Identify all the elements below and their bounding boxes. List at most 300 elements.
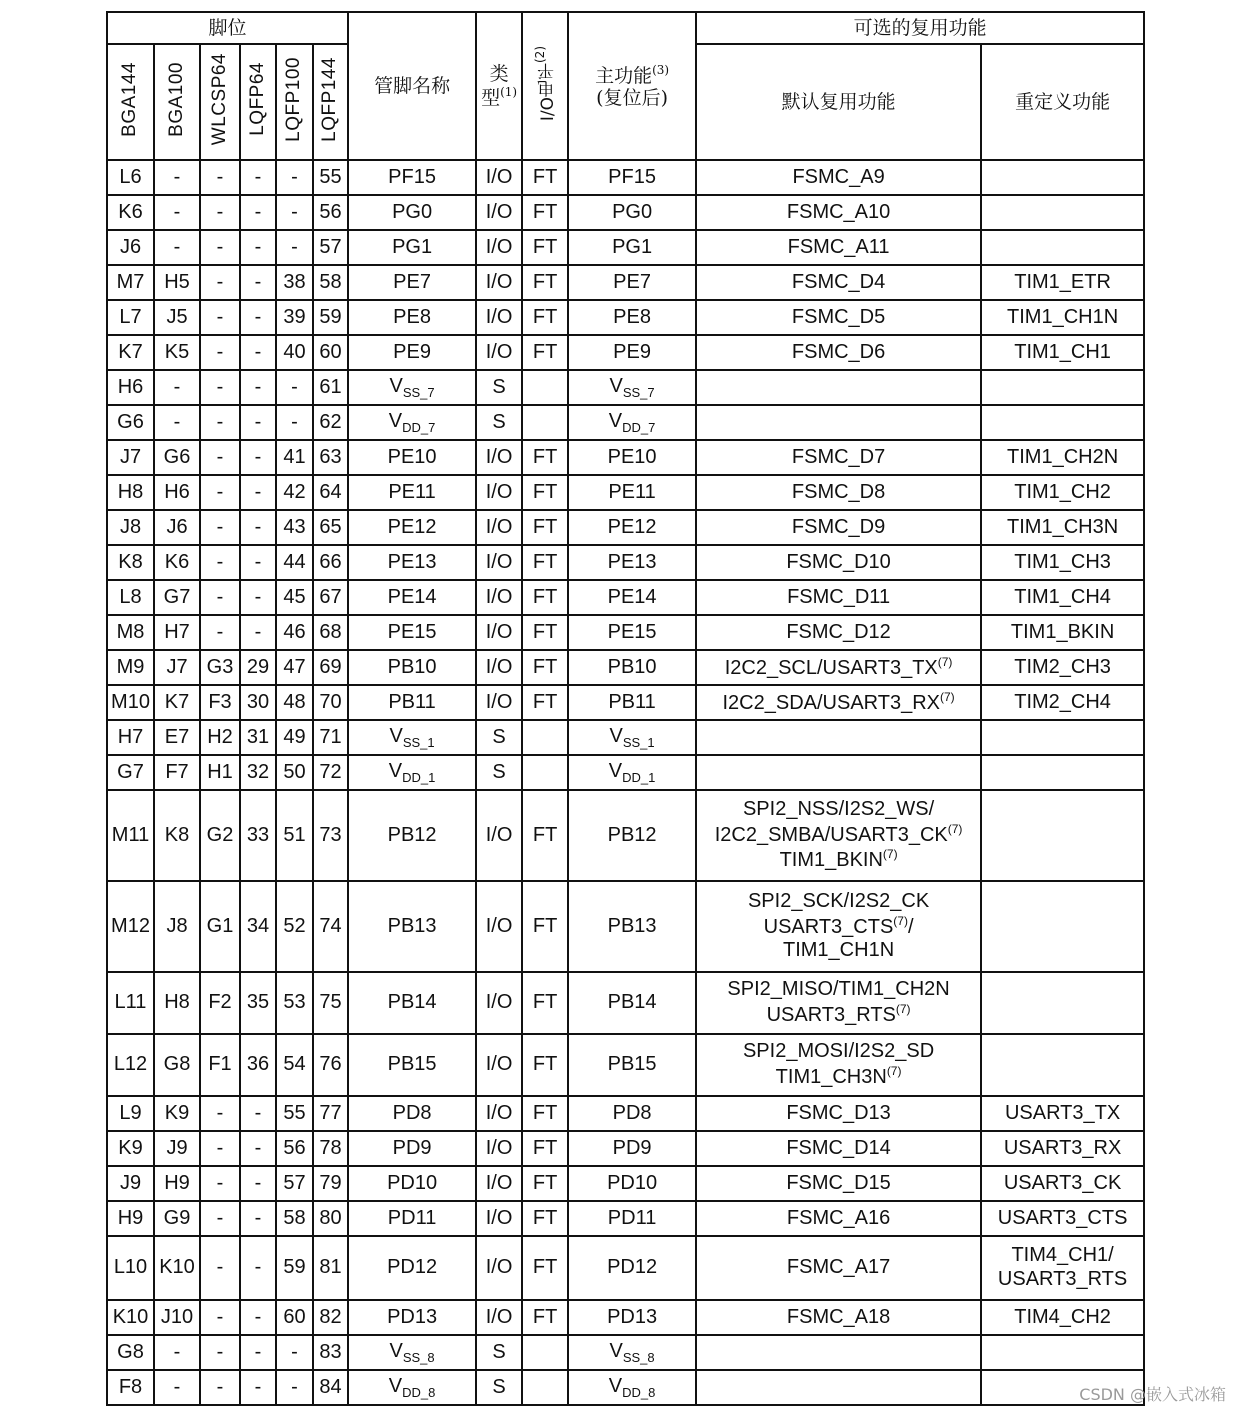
default-alt-header: 默认复用功能	[696, 44, 981, 160]
pin-name-cell	[348, 720, 476, 755]
pkg-cell-lqfp100: -	[276, 1335, 313, 1370]
pin-name-cell: PE9	[348, 335, 476, 370]
default-alt-cell	[696, 881, 981, 972]
pkg-header-bga100	[154, 44, 200, 160]
main-func-cell: PB10	[568, 650, 696, 685]
pkg-header-label: BGA144	[119, 61, 141, 137]
io-level-cell: FT	[522, 1166, 568, 1201]
default-alt-line: USART3_RTS	[766, 1004, 896, 1026]
pkg-cell-lqfp144: 66	[313, 545, 348, 580]
pkg-cell-lqfp100: 41	[276, 440, 313, 475]
pin-name-cell-subscript: DD_1	[402, 769, 436, 785]
pkg-cell-lqfp100: 40	[276, 335, 313, 370]
pkg-cell-wlcsp64: G1	[200, 881, 240, 972]
main-func-cell: PE8	[568, 300, 696, 335]
header-row-groups	[107, 12, 1144, 44]
default-alt-cell: FSMC_D9	[696, 510, 981, 545]
main-func-cell: PF15	[568, 160, 696, 195]
default-alt-cell: FSMC_A11	[696, 230, 981, 265]
pkg-cell-lqfp64: -	[240, 580, 276, 615]
type-cell: I/O	[476, 335, 522, 370]
io-level-cell	[522, 370, 568, 405]
type-cell: I/O	[476, 881, 522, 972]
main-func-header-note: (3)	[652, 62, 670, 77]
type-cell: I/O	[476, 1131, 522, 1166]
pkg-header-label: WLCSP64	[208, 53, 230, 146]
default-alt-line: SPI2_MISO/TIM1_CH2N	[727, 978, 950, 1001]
table-row	[107, 440, 1144, 475]
pkg-cell-lqfp64: -	[240, 1131, 276, 1166]
pkg-cell-wlcsp64: -	[200, 1131, 240, 1166]
default-alt-cell	[696, 720, 981, 755]
default-alt-cell: FSMC_A18	[696, 1300, 981, 1335]
type-header	[476, 12, 522, 160]
pin-name-cell: PD11	[348, 1201, 476, 1236]
pkg-cell-lqfp64: -	[240, 1335, 276, 1370]
type-cell: I/O	[476, 1300, 522, 1335]
pin-name-cell	[348, 370, 476, 405]
remap-cell: USART3_TX	[981, 1096, 1144, 1131]
remap-cell	[981, 972, 1144, 1034]
pkg-cell-bga100: -	[154, 1370, 200, 1405]
pkg-cell-lqfp100: 51	[276, 790, 313, 881]
default-alt-cell	[696, 685, 981, 720]
pkg-cell-lqfp144: 75	[313, 972, 348, 1034]
footnote-ref: (7)	[882, 847, 898, 862]
pkg-cell-lqfp64: 35	[240, 972, 276, 1034]
pin-name-cell-subscript: SS_8	[402, 1349, 435, 1365]
io-level-cell: FT	[522, 972, 568, 1034]
pkg-cell-lqfp144: 63	[313, 440, 348, 475]
pkg-cell-lqfp64: -	[240, 1201, 276, 1236]
pkg-cell-lqfp144: 79	[313, 1166, 348, 1201]
pkg-cell-lqfp144: 83	[313, 1335, 348, 1370]
pkg-cell-bga100: K5	[154, 335, 200, 370]
pin-name-cell: PD12	[348, 1236, 476, 1300]
io-level-header-label: I/O电平	[537, 62, 558, 121]
io-level-cell: FT	[522, 650, 568, 685]
main-func-cell: PB14	[568, 972, 696, 1034]
io-level-cell: FT	[522, 160, 568, 195]
main-func-cell-base: V	[609, 374, 623, 397]
io-level-header-text	[533, 46, 558, 121]
table-row	[107, 265, 1144, 300]
default-alt-cell: FSMC_D12	[696, 615, 981, 650]
pkg-cell-lqfp100: 42	[276, 475, 313, 510]
main-func-cell: PD10	[568, 1166, 696, 1201]
pkg-cell-bga100: H7	[154, 615, 200, 650]
pkg-cell-bga100: G7	[154, 580, 200, 615]
pkg-cell-bga144: L10	[107, 1236, 154, 1300]
pkg-header-lqfp64	[240, 44, 276, 160]
pkg-cell-lqfp100: 49	[276, 720, 313, 755]
pkg-cell-lqfp100: 57	[276, 1166, 313, 1201]
pkg-cell-bga100: E7	[154, 720, 200, 755]
pkg-cell-wlcsp64: -	[200, 195, 240, 230]
remap-cell	[981, 405, 1144, 440]
pkg-cell-lqfp100: 38	[276, 265, 313, 300]
pkg-cell-bga144: G6	[107, 405, 154, 440]
io-level-cell	[522, 1370, 568, 1405]
main-func-cell: PD8	[568, 1096, 696, 1131]
type-cell: I/O	[476, 580, 522, 615]
default-alt-line: SPI2_NSS/I2S2_WS/	[742, 798, 935, 821]
pkg-cell-bga144: M10	[107, 685, 154, 720]
pkg-cell-lqfp64: 36	[240, 1034, 276, 1096]
remap-cell: TIM1_CH2	[981, 475, 1144, 510]
pkg-cell-lqfp64: -	[240, 475, 276, 510]
pkg-cell-lqfp100: 53	[276, 972, 313, 1034]
pin-name-cell: PD9	[348, 1131, 476, 1166]
pkg-cell-bga100: J5	[154, 300, 200, 335]
main-func-cell: PD13	[568, 1300, 696, 1335]
default-alt-cell	[696, 790, 981, 881]
pkg-cell-lqfp144: 61	[313, 370, 348, 405]
pkg-cell-lqfp64: -	[240, 230, 276, 265]
io-level-header-note: (2)	[532, 45, 547, 63]
pkg-cell-wlcsp64: -	[200, 300, 240, 335]
pkg-cell-lqfp144: 56	[313, 195, 348, 230]
pin-name-cell-subscript: SS_7	[402, 384, 435, 400]
pkg-cell-bga144: H8	[107, 475, 154, 510]
pkg-cell-wlcsp64: -	[200, 1096, 240, 1131]
pkg-cell-bga144: L7	[107, 300, 154, 335]
pin-name-cell-subscript: DD_7	[402, 419, 436, 435]
pkg-cell-wlcsp64: -	[200, 1201, 240, 1236]
pkg-cell-bga144: G7	[107, 755, 154, 790]
pkg-cell-lqfp100: -	[276, 370, 313, 405]
remap-cell: TIM1_CH1	[981, 335, 1144, 370]
pkg-cell-bga100: -	[154, 405, 200, 440]
table-row	[107, 1201, 1144, 1236]
default-alt-line: TIM1_BKIN	[779, 849, 883, 872]
table-row	[107, 1034, 1144, 1096]
pkg-cell-wlcsp64: F1	[200, 1034, 240, 1096]
pin-name-cell-base: V	[388, 409, 403, 432]
pkg-cell-wlcsp64: H1	[200, 755, 240, 790]
main-func-cell: PB12	[568, 790, 696, 881]
pkg-cell-lqfp144: 70	[313, 685, 348, 720]
io-level-cell: FT	[522, 1034, 568, 1096]
type-cell: I/O	[476, 650, 522, 685]
remap-cell: TIM4_CH2	[981, 1300, 1144, 1335]
pin-name-cell: PE10	[348, 440, 476, 475]
pkg-cell-lqfp144: 59	[313, 300, 348, 335]
main-func-cell: PE7	[568, 265, 696, 300]
pkg-cell-bga100: -	[154, 370, 200, 405]
table-row	[107, 510, 1144, 545]
table-row	[107, 370, 1144, 405]
pin-name-header: 管脚名称	[348, 12, 476, 160]
pkg-cell-lqfp144: 78	[313, 1131, 348, 1166]
table-row	[107, 335, 1144, 370]
pkg-cell-lqfp144: 55	[313, 160, 348, 195]
pkg-cell-lqfp100: -	[276, 230, 313, 265]
pkg-cell-lqfp64: 32	[240, 755, 276, 790]
pkg-cell-bga144: G8	[107, 1335, 154, 1370]
remap-cell	[981, 1034, 1144, 1096]
io-level-cell: FT	[522, 580, 568, 615]
main-func-cell: PE11	[568, 475, 696, 510]
pkg-cell-bga100: -	[154, 1335, 200, 1370]
table-row	[107, 720, 1144, 755]
type-cell: I/O	[476, 790, 522, 881]
io-level-cell: FT	[522, 1236, 568, 1300]
table-row	[107, 755, 1144, 790]
io-level-cell	[522, 720, 568, 755]
type-header-line1: 类	[489, 62, 509, 85]
pkg-cell-lqfp100: 54	[276, 1034, 313, 1096]
main-func-cell-base: V	[608, 759, 623, 782]
remap-cell	[981, 370, 1144, 405]
pkg-cell-wlcsp64: -	[200, 1335, 240, 1370]
pkg-cell-lqfp144: 73	[313, 790, 348, 881]
remap-cell	[981, 720, 1144, 755]
io-level-cell: FT	[522, 1201, 568, 1236]
default-alt-cell: FSMC_D13	[696, 1096, 981, 1131]
pkg-cell-lqfp144: 82	[313, 1300, 348, 1335]
footnote-ref: (7)	[937, 654, 953, 669]
pkg-cell-bga144: M11	[107, 790, 154, 881]
pkg-cell-wlcsp64: G3	[200, 650, 240, 685]
pkg-cell-bga144: K10	[107, 1300, 154, 1335]
default-alt-cell: FSMC_A10	[696, 195, 981, 230]
pkg-cell-lqfp144: 60	[313, 335, 348, 370]
pin-name-cell: PB11	[348, 685, 476, 720]
pin-name-cell: PD13	[348, 1300, 476, 1335]
io-level-cell: FT	[522, 881, 568, 972]
pinout-table	[106, 11, 1145, 1406]
default-alt-line: I2C2_SCL/USART3_TX	[724, 656, 938, 679]
main-func-cell-base: V	[609, 724, 623, 747]
pkg-cell-bga144: M12	[107, 881, 154, 972]
pin-rows	[107, 160, 1144, 1405]
type-cell: I/O	[476, 545, 522, 580]
pkg-cell-lqfp64: -	[240, 1166, 276, 1201]
io-level-cell: FT	[522, 265, 568, 300]
pin-name-cell: PE11	[348, 475, 476, 510]
remap-cell: TIM2_CH3	[981, 650, 1144, 685]
pkg-cell-bga100: G9	[154, 1201, 200, 1236]
pkg-header-lqfp144	[313, 44, 348, 160]
main-func-cell: PE12	[568, 510, 696, 545]
pkg-cell-lqfp64: -	[240, 300, 276, 335]
remap-line: TIM4_CH1/	[1011, 1244, 1114, 1267]
pkg-cell-bga100: J6	[154, 510, 200, 545]
pkg-cell-lqfp144: 68	[313, 615, 348, 650]
pkg-cell-lqfp100: 55	[276, 1096, 313, 1131]
io-level-cell: FT	[522, 300, 568, 335]
table-row	[107, 160, 1144, 195]
pkg-cell-bga144: L12	[107, 1034, 154, 1096]
pkg-cell-bga144: J7	[107, 440, 154, 475]
pkg-cell-bga100: H6	[154, 475, 200, 510]
pin-name-cell: PB13	[348, 881, 476, 972]
type-cell: I/O	[476, 160, 522, 195]
pkg-cell-lqfp100: -	[276, 405, 313, 440]
io-level-cell: FT	[522, 545, 568, 580]
main-func-cell	[568, 720, 696, 755]
table-row	[107, 475, 1144, 510]
main-func-cell: PD9	[568, 1131, 696, 1166]
table-row	[107, 1236, 1144, 1300]
main-func-cell-base: V	[608, 409, 623, 432]
pkg-header-label: LQFP144	[319, 56, 341, 142]
pkg-cell-bga144: K7	[107, 335, 154, 370]
footnote-ref: (7)	[939, 689, 955, 704]
pkg-cell-bga100: K10	[154, 1236, 200, 1300]
pin-name-cell: PG0	[348, 195, 476, 230]
io-level-cell: FT	[522, 510, 568, 545]
pins-group-header: 脚位	[107, 12, 348, 44]
io-level-cell: FT	[522, 440, 568, 475]
pkg-cell-lqfp100: 45	[276, 580, 313, 615]
pkg-cell-bga100: G8	[154, 1034, 200, 1096]
default-alt-cell: FSMC_D4	[696, 265, 981, 300]
remap-cell	[981, 1236, 1144, 1300]
pkg-cell-wlcsp64: -	[200, 580, 240, 615]
io-level-cell: FT	[522, 1131, 568, 1166]
default-alt-cell: FSMC_D5	[696, 300, 981, 335]
pkg-cell-lqfp100: 43	[276, 510, 313, 545]
pkg-cell-bga100: -	[154, 230, 200, 265]
type-cell: I/O	[476, 1236, 522, 1300]
pkg-cell-bga100: K7	[154, 685, 200, 720]
pkg-cell-bga144: L8	[107, 580, 154, 615]
pkg-cell-lqfp144: 64	[313, 475, 348, 510]
pkg-cell-bga100: -	[154, 195, 200, 230]
pkg-cell-wlcsp64: -	[200, 545, 240, 580]
pkg-cell-lqfp100: 47	[276, 650, 313, 685]
pkg-cell-lqfp64: -	[240, 265, 276, 300]
io-level-cell	[522, 405, 568, 440]
table-row	[107, 300, 1144, 335]
remap-cell: TIM1_BKIN	[981, 615, 1144, 650]
pkg-header-label: BGA100	[165, 61, 187, 137]
pkg-cell-wlcsp64: -	[200, 1166, 240, 1201]
pkg-cell-bga100: K9	[154, 1096, 200, 1131]
pkg-cell-lqfp100: 46	[276, 615, 313, 650]
type-cell: I/O	[476, 265, 522, 300]
pkg-cell-wlcsp64: -	[200, 370, 240, 405]
io-level-cell: FT	[522, 1300, 568, 1335]
pkg-cell-bga100: J7	[154, 650, 200, 685]
table-row	[107, 1166, 1144, 1201]
table-row	[107, 685, 1144, 720]
pkg-cell-wlcsp64: F2	[200, 972, 240, 1034]
pkg-cell-lqfp100: 48	[276, 685, 313, 720]
remap-cell	[981, 195, 1144, 230]
pin-name-cell: PE14	[348, 580, 476, 615]
remap-header: 重定义功能	[981, 44, 1144, 160]
pkg-cell-bga100: G6	[154, 440, 200, 475]
pkg-cell-bga144: L6	[107, 160, 154, 195]
pkg-cell-lqfp64: -	[240, 160, 276, 195]
pkg-cell-lqfp144: 74	[313, 881, 348, 972]
table-row	[107, 405, 1144, 440]
io-level-cell: FT	[522, 475, 568, 510]
main-func-header	[568, 12, 696, 160]
pkg-cell-wlcsp64: -	[200, 405, 240, 440]
remap-cell	[981, 755, 1144, 790]
pkg-cell-bga144: K6	[107, 195, 154, 230]
main-func-cell: PB13	[568, 881, 696, 972]
default-alt-cell	[696, 1370, 981, 1405]
table-row	[107, 790, 1144, 881]
type-header-note: (1)	[500, 85, 518, 99]
remap-cell	[981, 790, 1144, 881]
pkg-cell-wlcsp64: -	[200, 615, 240, 650]
pkg-cell-wlcsp64: -	[200, 1370, 240, 1405]
io-level-cell: FT	[522, 335, 568, 370]
pin-name-cell: PG1	[348, 230, 476, 265]
main-func-cell-subscript: DD_8	[622, 1384, 656, 1400]
pkg-header-lqfp100	[276, 44, 313, 160]
pin-name-cell-base: V	[389, 724, 403, 747]
table-row	[107, 972, 1144, 1034]
pkg-cell-wlcsp64: -	[200, 510, 240, 545]
table-row	[107, 1131, 1144, 1166]
pin-name-cell: PB15	[348, 1034, 476, 1096]
remap-cell: TIM2_CH4	[981, 685, 1144, 720]
default-alt-line: I2C2_SMBA/USART3_CK	[714, 823, 948, 846]
type-cell: S	[476, 1335, 522, 1370]
io-level-cell: FT	[522, 790, 568, 881]
pkg-cell-bga100: K8	[154, 790, 200, 881]
default-alt-cell: FSMC_A16	[696, 1201, 981, 1236]
pkg-cell-lqfp100: 39	[276, 300, 313, 335]
main-func-cell: PD11	[568, 1201, 696, 1236]
pkg-cell-bga100: H5	[154, 265, 200, 300]
pkg-cell-bga100: H8	[154, 972, 200, 1034]
main-func-cell-subscript: SS_7	[622, 384, 655, 400]
pkg-cell-wlcsp64: -	[200, 1236, 240, 1300]
io-level-cell: FT	[522, 1096, 568, 1131]
default-alt-cell	[696, 972, 981, 1034]
remap-cell: TIM1_CH3	[981, 545, 1144, 580]
pkg-cell-bga144: J9	[107, 1166, 154, 1201]
pkg-cell-lqfp100: -	[276, 160, 313, 195]
table-row	[107, 545, 1144, 580]
pkg-cell-lqfp144: 84	[313, 1370, 348, 1405]
pkg-cell-lqfp64: 31	[240, 720, 276, 755]
pkg-cell-bga144: K9	[107, 1131, 154, 1166]
main-func-cell: PB15	[568, 1034, 696, 1096]
table-row	[107, 1300, 1144, 1335]
default-alt-line: SPI2_MOSI/I2S2_SD	[742, 1040, 935, 1063]
table-row	[107, 195, 1144, 230]
pkg-cell-lqfp64: 29	[240, 650, 276, 685]
io-level-cell	[522, 755, 568, 790]
pin-name-cell-base: V	[388, 1374, 403, 1397]
pkg-cell-lqfp100: 50	[276, 755, 313, 790]
pkg-cell-lqfp64: 33	[240, 790, 276, 881]
remap-cell: TIM1_CH2N	[981, 440, 1144, 475]
remap-cell: TIM1_CH4	[981, 580, 1144, 615]
pkg-cell-bga144: H7	[107, 720, 154, 755]
table-row	[107, 650, 1144, 685]
pin-name-cell-base: V	[389, 374, 403, 397]
default-alt-line-tail: /	[907, 915, 914, 938]
pkg-cell-lqfp64: -	[240, 195, 276, 230]
table-row	[107, 1370, 1144, 1405]
pkg-header-wlcsp64	[200, 44, 240, 160]
pkg-cell-lqfp144: 71	[313, 720, 348, 755]
default-alt-cell: FSMC_D10	[696, 545, 981, 580]
footnote-ref: (7)	[886, 1064, 902, 1078]
footnote-ref: (7)	[893, 913, 908, 928]
remap-cell: TIM1_ETR	[981, 265, 1144, 300]
